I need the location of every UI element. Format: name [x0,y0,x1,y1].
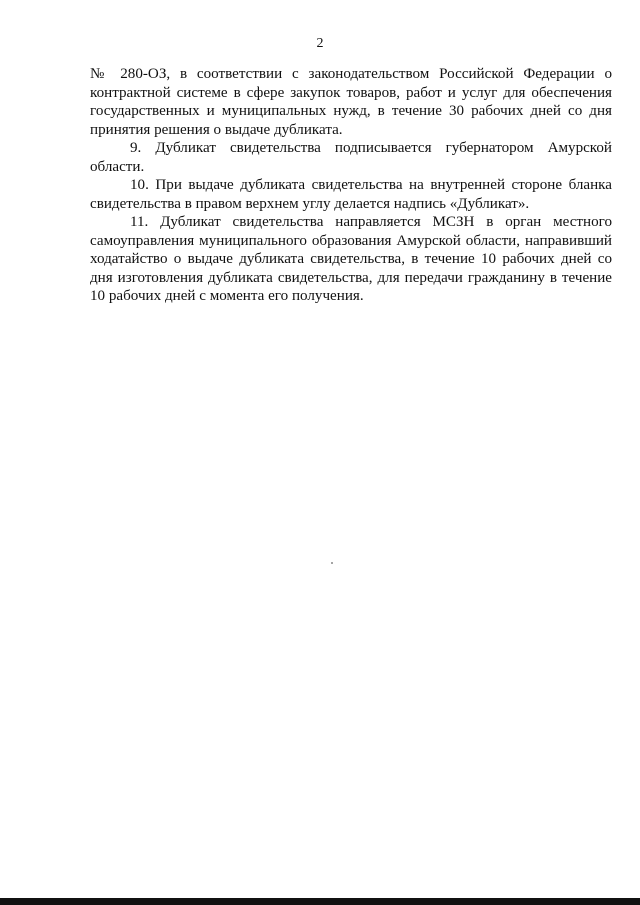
page-number: 2 [316,36,324,51]
scan-bottom-edge [0,898,640,905]
scan-speck [331,562,333,564]
paragraph-11: 11. Дубликат свидетельства направляется МСЗН в орган местного самоуправления муниципального образования Амурской области, направивший ходатайство о выдаче дубликата свидетельства, в течение 10 рабочих дней со дня изготовления дубликата свидетельства, для передачи гражданину в течение 10 рабочих дней с момента его получения. [90,214,612,304]
paragraph-9: 9. Дубликат свидетельства подписывается губернатором Амурской области. [90,140,612,175]
document-body [90,65,612,306]
paragraph-10: 10. При выдаче дубликата свидетельства на внутренней стороне бланка свидетельства в правом верхнем углу делается надпись «Дубликат». [90,177,612,212]
paragraph-continuation: № 280-ОЗ, в соответствии с законодательством Российской Федерации о контрактной системе в сфере закупок товаров, работ и услуг для обеспечения государственных и муниципальных нужд, в течение 30 рабочих дней со дня принятия решения о выдаче дубликата. [90,66,612,138]
